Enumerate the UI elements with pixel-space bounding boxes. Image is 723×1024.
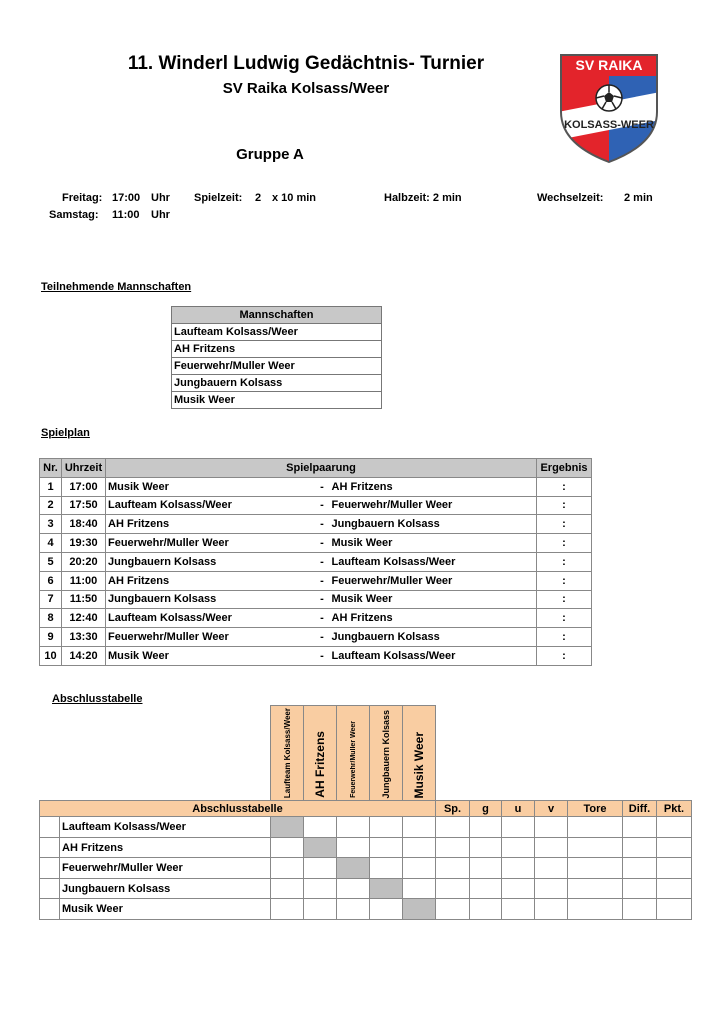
final-cell — [470, 858, 502, 879]
schedule-header-result: Ergebnis — [537, 459, 592, 478]
schedule-nr: 10 — [40, 646, 62, 665]
final-cell — [470, 899, 502, 920]
final-vheader: AH Fritzens — [304, 706, 337, 801]
final-cell — [568, 878, 623, 899]
final-cell — [370, 817, 403, 838]
schedule-result: : — [537, 628, 592, 647]
final-cell — [271, 858, 304, 879]
schedule-result: : — [537, 477, 592, 496]
final-cell — [535, 878, 568, 899]
spielzeit-x: x 10 min — [272, 192, 317, 204]
schedule-separator: - — [315, 628, 330, 647]
spielzeit-value: 2 — [255, 192, 262, 204]
final-cell — [657, 817, 692, 838]
final-cell — [271, 837, 304, 858]
schedule-row — [40, 534, 592, 553]
schedule-separator: - — [315, 552, 330, 571]
final-cell — [304, 817, 337, 838]
logo-bottom-text: KOLSASS-WEER — [564, 119, 654, 131]
final-cell — [657, 899, 692, 920]
schedule-separator: - — [315, 534, 330, 553]
final-cell — [568, 837, 623, 858]
schedule-separator: - — [315, 590, 330, 609]
schedule-time: 11:00 — [62, 571, 106, 590]
final-cell — [502, 878, 535, 899]
friday-time: 17:00 — [112, 192, 141, 204]
schedule-row — [40, 590, 592, 609]
final-cell — [436, 817, 470, 838]
final-cell — [568, 817, 623, 838]
schedule-header-time: Uhrzeit — [62, 459, 106, 478]
schedule-nr: 5 — [40, 552, 62, 571]
final-cell — [370, 837, 403, 858]
schedule-table — [39, 458, 592, 666]
schedule-header-pairing: Spielpaarung — [106, 459, 537, 478]
final-cell — [502, 858, 535, 879]
final-cell — [623, 899, 657, 920]
friday-label: Freitag: — [62, 192, 103, 204]
friday-uhr: Uhr — [151, 192, 170, 204]
schedule-nr: 7 — [40, 590, 62, 609]
final-team-name: Laufteam Kolsass/Weer — [60, 817, 271, 838]
final-cell — [568, 899, 623, 920]
schedule-result: : — [537, 496, 592, 515]
schedule-nr: 9 — [40, 628, 62, 647]
schedule-home: Jungbauern Kolsass — [106, 552, 315, 571]
schedule-away: Jungbauern Kolsass — [330, 628, 537, 647]
schedule-result: : — [537, 590, 592, 609]
final-cell — [535, 817, 568, 838]
stat-header: Diff. — [623, 801, 657, 817]
final-cell — [304, 878, 337, 899]
schedule-time: 17:00 — [62, 477, 106, 496]
final-cell — [436, 858, 470, 879]
stat-header: Sp. — [436, 801, 470, 817]
schedule-result: : — [537, 646, 592, 665]
final-cell — [502, 817, 535, 838]
final-cell — [337, 837, 370, 858]
schedule-away: Musik Weer — [330, 534, 537, 553]
schedule-result: : — [537, 552, 592, 571]
final-cell — [502, 899, 535, 920]
schedule-row — [40, 496, 592, 515]
final-cell — [470, 878, 502, 899]
team-row: Feuerwehr/Muller Weer — [172, 358, 382, 375]
schedule-nr: 2 — [40, 496, 62, 515]
final-cell — [403, 858, 436, 879]
final-cell — [535, 858, 568, 879]
schedule-home: Laufteam Kolsass/Weer — [106, 609, 315, 628]
schedule-home: Feuerwehr/Muller Weer — [106, 628, 315, 647]
teams-section-label: Teilnehmende Mannschaften — [41, 281, 192, 293]
final-table — [39, 705, 692, 920]
final-row — [40, 878, 692, 899]
page-title: 11. Winderl Ludwig Gedächtnis- Turnier — [127, 53, 485, 74]
schedule-time: 12:40 — [62, 609, 106, 628]
final-diagonal-cell — [337, 858, 370, 879]
final-cell — [535, 899, 568, 920]
final-cell — [470, 837, 502, 858]
final-cell — [535, 837, 568, 858]
schedule-away: Feuerwehr/Muller Weer — [330, 571, 537, 590]
schedule-away: AH Fritzens — [330, 609, 537, 628]
final-row — [40, 817, 692, 838]
schedule-nr: 3 — [40, 515, 62, 534]
schedule-time: 18:40 — [62, 515, 106, 534]
schedule-away: Jungbauern Kolsass — [330, 515, 537, 534]
final-team-name: Musik Weer — [60, 899, 271, 920]
schedule-away: Laufteam Kolsass/Weer — [330, 646, 537, 665]
teams-header: Mannschaften — [172, 307, 382, 324]
schedule-home: Musik Weer — [106, 477, 315, 496]
schedule-nr: 6 — [40, 571, 62, 590]
final-vheader: Musik Weer — [403, 706, 436, 801]
final-cell — [304, 899, 337, 920]
schedule-row — [40, 646, 592, 665]
final-cell — [436, 878, 470, 899]
schedule-away: Feuerwehr/Muller Weer — [330, 496, 537, 515]
team-row: Laufteam Kolsass/Weer — [172, 324, 382, 341]
final-row — [40, 837, 692, 858]
schedule-result: : — [537, 609, 592, 628]
schedule-time: 17:50 — [62, 496, 106, 515]
schedule-separator: - — [315, 609, 330, 628]
final-cell — [337, 878, 370, 899]
schedule-home: Laufteam Kolsass/Weer — [106, 496, 315, 515]
final-cell — [623, 817, 657, 838]
halbzeit-info: Halbzeit: 2 min — [384, 192, 462, 204]
final-diagonal-cell — [370, 878, 403, 899]
stat-header: u — [502, 801, 535, 817]
schedule-home: Jungbauern Kolsass — [106, 590, 315, 609]
spielzeit-label: Spielzeit: — [194, 192, 243, 204]
schedule-header-nr: Nr. — [40, 459, 62, 478]
schedule-row — [40, 609, 592, 628]
schedule-home: AH Fritzens — [106, 571, 315, 590]
final-section-label: Abschlusstabelle — [52, 693, 143, 705]
team-row: AH Fritzens — [172, 341, 382, 358]
saturday-time: 11:00 — [112, 209, 140, 221]
final-cell — [623, 858, 657, 879]
final-diagonal-cell — [271, 817, 304, 838]
schedule-result: : — [537, 571, 592, 590]
final-cell — [436, 899, 470, 920]
schedule-separator: - — [315, 646, 330, 665]
wechselzeit-label: Wechselzeit: — [537, 192, 604, 204]
schedule-separator: - — [315, 496, 330, 515]
final-team-name: AH Fritzens — [60, 837, 271, 858]
schedule-row — [40, 571, 592, 590]
final-diagonal-cell — [403, 899, 436, 920]
schedule-away: Musik Weer — [330, 590, 537, 609]
logo-top-text: SV RAIKA — [575, 57, 643, 73]
team-row: Musik Weer — [172, 392, 382, 409]
final-vheader: Feuerwehr/Muller Weer — [337, 706, 370, 801]
final-cell — [337, 899, 370, 920]
final-cell — [657, 878, 692, 899]
final-cell — [271, 899, 304, 920]
stat-header: Pkt. — [657, 801, 692, 817]
schedule-separator: - — [315, 477, 330, 496]
schedule-home: Feuerwehr/Muller Weer — [106, 534, 315, 553]
schedule-home: AH Fritzens — [106, 515, 315, 534]
schedule-time: 19:30 — [62, 534, 106, 553]
schedule-result: : — [537, 534, 592, 553]
final-team-name: Feuerwehr/Muller Weer — [60, 858, 271, 879]
final-cell — [403, 878, 436, 899]
final-cell — [623, 837, 657, 858]
schedule-section-label: Spielplan — [41, 427, 90, 439]
final-diagonal-cell — [304, 837, 337, 858]
teams-table — [171, 306, 382, 409]
schedule-away: AH Fritzens — [330, 477, 537, 496]
final-team-name: Jungbauern Kolsass — [60, 878, 271, 899]
final-vheader: Laufteam Kolsass/Weer — [271, 706, 304, 801]
final-cell — [370, 899, 403, 920]
schedule-separator: - — [315, 571, 330, 590]
final-vheader: Jungbauern Kolsass — [370, 706, 403, 801]
final-cell — [370, 858, 403, 879]
schedule-away: Laufteam Kolsass/Weer — [330, 552, 537, 571]
final-cell — [502, 837, 535, 858]
final-cell — [623, 878, 657, 899]
schedule-nr: 4 — [40, 534, 62, 553]
final-row — [40, 858, 692, 879]
stat-header: v — [535, 801, 568, 817]
saturday-uhr: Uhr — [151, 209, 170, 221]
stat-header: g — [470, 801, 502, 817]
final-header-label: Abschlusstabelle — [40, 801, 436, 817]
schedule-separator: - — [315, 515, 330, 534]
schedule-time: 13:30 — [62, 628, 106, 647]
schedule-time: 14:20 — [62, 646, 106, 665]
schedule-time: 20:20 — [62, 552, 106, 571]
schedule-row — [40, 515, 592, 534]
schedule-nr: 1 — [40, 477, 62, 496]
schedule-nr: 8 — [40, 609, 62, 628]
schedule-time: 11:50 — [62, 590, 106, 609]
wechselzeit-value: 2 min — [624, 192, 653, 204]
final-cell — [657, 858, 692, 879]
final-cell — [403, 817, 436, 838]
schedule-result: : — [537, 515, 592, 534]
schedule-row — [40, 552, 592, 571]
group-title: Gruppe A — [236, 146, 304, 163]
schedule-home: Musik Weer — [106, 646, 315, 665]
final-cell — [403, 837, 436, 858]
saturday-label: Samstag: — [49, 209, 99, 221]
final-cell — [657, 837, 692, 858]
final-cell — [271, 878, 304, 899]
page-subtitle: SV Raika Kolsass/Weer — [222, 80, 390, 97]
club-logo — [558, 52, 660, 164]
final-cell — [304, 858, 337, 879]
final-cell — [436, 837, 470, 858]
final-cell — [337, 817, 370, 838]
team-row: Jungbauern Kolsass — [172, 375, 382, 392]
final-cell — [568, 858, 623, 879]
schedule-row — [40, 628, 592, 647]
stat-header: Tore — [568, 801, 623, 817]
final-cell — [470, 817, 502, 838]
final-row — [40, 899, 692, 920]
schedule-row — [40, 477, 592, 496]
